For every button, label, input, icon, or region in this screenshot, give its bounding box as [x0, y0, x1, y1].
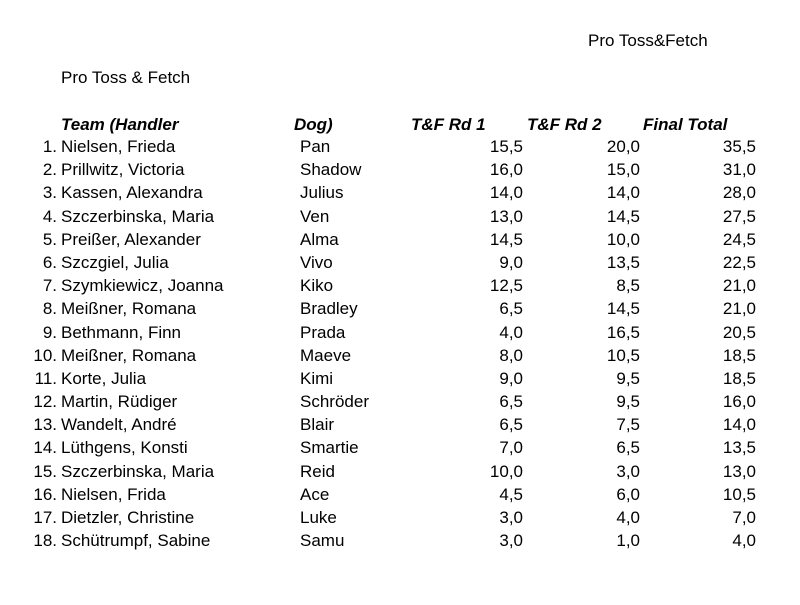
table-row [0, 322, 800, 345]
dog-cell: Alma [300, 229, 339, 249]
table-row [0, 229, 800, 252]
final-total-cell: 27,5 [722, 206, 756, 226]
dog-cell: Samu [300, 531, 345, 551]
final-total-cell: 20,5 [722, 322, 756, 342]
rank-cell: 6. [42, 252, 57, 272]
table-row [0, 414, 800, 437]
final-total-cell: 35,5 [722, 137, 756, 156]
round2-score-cell: 8,5 [616, 276, 640, 296]
round1-score-cell: 9,0 [499, 252, 523, 272]
rank-cell: 18. [33, 531, 57, 551]
final-total-cell: 10,5 [722, 484, 756, 504]
rank-cell: 7. [42, 276, 57, 296]
round2-score-cell: 14,5 [606, 206, 640, 226]
round2-score-cell: 14,0 [606, 183, 640, 203]
table-row [0, 437, 800, 460]
round2-score-cell: 15,0 [606, 160, 640, 180]
round2-score-cell: 10,5 [606, 345, 640, 365]
dog-cell: Vivo [300, 252, 333, 272]
dog-cell: Smartie [300, 438, 359, 458]
table-row [0, 507, 800, 530]
table-row [0, 484, 800, 507]
round1-score-cell: 7,0 [499, 438, 523, 458]
round2-score-cell: 6,5 [616, 438, 640, 458]
rank-cell: 12. [33, 392, 57, 412]
table-row [0, 275, 800, 298]
table-row [0, 461, 800, 484]
round1-score-cell: 6,5 [499, 415, 523, 435]
rank-cell: 16. [33, 484, 57, 504]
round2-score-cell: 9,5 [616, 392, 640, 412]
dog-cell: Pan [300, 137, 331, 156]
rank-cell: 17. [33, 508, 57, 527]
team-cell: Wandelt, André [61, 415, 177, 435]
round2-score-cell: 4,0 [616, 508, 640, 527]
dog-cell: Reid [300, 461, 335, 481]
table-row [0, 136, 800, 159]
final-total-cell: 14,0 [722, 415, 756, 435]
page-header-label: Pro Toss&Fetch [588, 31, 708, 50]
round2-score-cell: 9,5 [616, 368, 640, 388]
team-cell: Kassen, Alexandra [61, 183, 203, 203]
table-body [0, 136, 800, 553]
dog-cell: Kiko [300, 276, 334, 296]
rank-cell: 15. [33, 461, 57, 481]
dog-cell: Bradley [300, 299, 358, 319]
rank-cell: 5. [42, 229, 57, 249]
dog-cell: Maeve [300, 345, 352, 365]
table-row [0, 368, 800, 391]
final-total-cell: 22,5 [722, 252, 756, 272]
team-cell: Szczerbinska, Maria [61, 461, 215, 481]
table-row [0, 345, 800, 368]
rank-cell: 4. [42, 206, 57, 226]
document-title: Pro Toss & Fetch [61, 68, 191, 87]
table-row [0, 298, 800, 321]
table-row [0, 206, 800, 229]
team-cell: Martin, Rüdiger [61, 392, 178, 412]
team-cell: Meißner, Romana [61, 345, 197, 365]
rank-cell: 13. [33, 415, 57, 435]
team-cell: Szymkiewicz, Joanna [61, 276, 224, 296]
rank-cell: 14. [33, 438, 57, 458]
team-cell: Preißer, Alexander [61, 229, 201, 249]
rank-cell: 9. [42, 322, 57, 342]
round2-score-cell: 1,0 [616, 531, 640, 551]
rank-cell: 2. [42, 160, 57, 180]
team-cell: Korte, Julia [61, 368, 147, 388]
round1-score-cell: 14,5 [489, 229, 523, 249]
final-total-cell: 13,5 [722, 438, 756, 458]
round1-score-cell: 9,0 [499, 368, 523, 388]
round1-score-cell: 3,0 [499, 508, 523, 527]
rank-cell: 3. [42, 183, 57, 203]
round1-score-cell: 4,0 [499, 322, 523, 342]
round1-score-cell: 16,0 [489, 160, 523, 180]
round1-score-cell: 12,5 [489, 276, 523, 296]
rank-cell: 10. [33, 345, 57, 365]
table-row [0, 159, 800, 182]
dog-cell: Ven [300, 206, 330, 226]
dog-cell: Shadow [300, 160, 362, 180]
round1-score-cell: 6,5 [499, 392, 523, 412]
dog-cell: Blair [300, 415, 335, 435]
column-header-total: Final Total [643, 115, 728, 134]
final-total-cell: 21,0 [722, 276, 756, 296]
final-total-cell: 21,0 [722, 299, 756, 319]
round2-score-cell: 20,0 [606, 137, 640, 156]
team-cell: Lüthgens, Konsti [61, 438, 188, 458]
final-total-cell: 24,5 [722, 229, 756, 249]
round2-score-cell: 14,5 [606, 299, 640, 319]
round1-score-cell: 8,0 [499, 345, 523, 365]
final-total-cell: 16,0 [722, 392, 756, 412]
round1-score-cell: 3,0 [499, 531, 523, 551]
dog-cell: Julius [300, 183, 344, 203]
team-cell: Nielsen, Frieda [61, 137, 176, 156]
column-header-round2: T&F Rd 2 [527, 115, 602, 134]
column-header-dog: Dog) [294, 115, 333, 134]
table-row [0, 530, 800, 553]
dog-cell: Prada [300, 322, 346, 342]
team-cell: Nielsen, Frida [61, 484, 166, 504]
final-total-cell: 18,5 [722, 368, 756, 388]
round2-score-cell: 3,0 [616, 461, 640, 481]
table-row [0, 182, 800, 205]
team-cell: Szczerbinska, Maria [61, 206, 215, 226]
round2-score-cell: 13,5 [606, 252, 640, 272]
final-total-cell: 13,0 [722, 461, 756, 481]
table-row [0, 252, 800, 275]
final-total-cell: 28,0 [722, 183, 756, 203]
round1-score-cell: 6,5 [499, 299, 523, 319]
round2-score-cell: 16,5 [606, 322, 640, 342]
team-cell: Schütrumpf, Sabine [61, 531, 211, 551]
dog-cell: Luke [300, 508, 337, 527]
round2-score-cell: 6,0 [616, 484, 640, 504]
final-total-cell: 18,5 [722, 345, 756, 365]
table-row [0, 391, 800, 414]
table-header-row [0, 114, 800, 136]
team-cell: Prillwitz, Victoria [61, 160, 185, 180]
team-cell: Bethmann, Finn [61, 322, 182, 342]
round2-score-cell: 7,5 [616, 415, 640, 435]
round1-score-cell: 13,0 [489, 206, 523, 226]
results-table [0, 114, 800, 553]
round1-score-cell: 14,0 [489, 183, 523, 203]
column-header-team: Team (Handler [61, 115, 179, 134]
team-cell: Dietzler, Christine [61, 508, 195, 527]
rank-cell: 11. [34, 368, 57, 388]
rank-cell: 8. [42, 299, 57, 319]
dog-cell: Ace [300, 484, 330, 504]
final-total-cell: 4,0 [732, 531, 756, 551]
rank-cell: 1. [42, 137, 57, 156]
dog-cell: Schröder [300, 392, 369, 412]
team-cell: Szczgiel, Julia [61, 252, 169, 272]
final-total-cell: 31,0 [722, 160, 756, 180]
team-cell: Meißner, Romana [61, 299, 197, 319]
dog-cell: Kimi [300, 368, 334, 388]
round1-score-cell: 10,0 [489, 461, 523, 481]
column-header-round1: T&F Rd 1 [411, 115, 486, 134]
round2-score-cell: 10,0 [606, 229, 640, 249]
round1-score-cell: 4,5 [499, 484, 523, 504]
round1-score-cell: 15,5 [489, 137, 523, 156]
final-total-cell: 7,0 [732, 508, 756, 527]
